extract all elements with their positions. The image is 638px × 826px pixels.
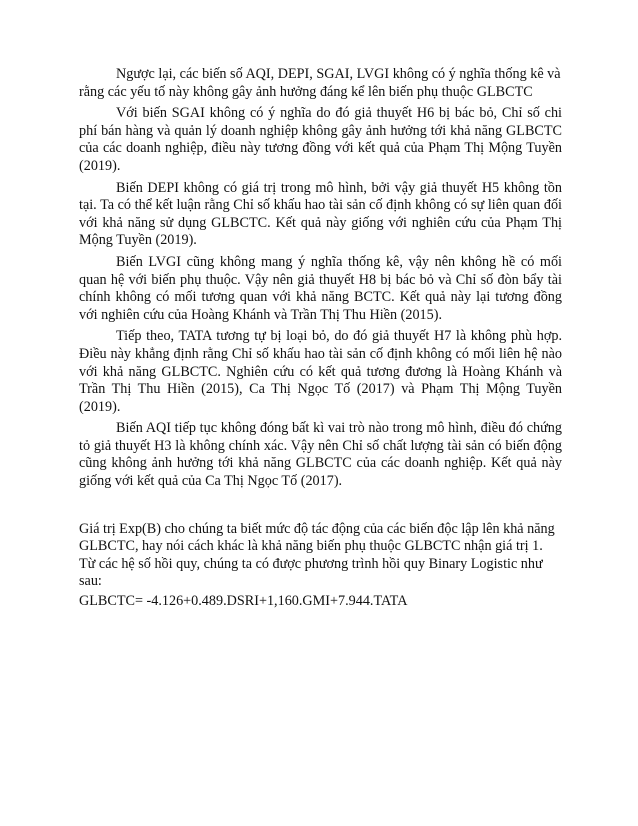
paragraph-lvgi: Biến LVGI cũng không mang ý nghĩa thống kê, vậy nên không hề có mối quan hệ với biến phụ thuộc. Vậy nên giả thuyết H8 bị bác bỏ và Chỉ số đòn bẩy tài chính không có mối tương quan với khả năng BCTC. Kết quả này lại tương đồng với nghiên cứu của Hoàng Khánh và Trần Thị Thu Hiền (2015). bbox=[79, 253, 562, 323]
paragraph-sgai: Với biến SGAI không có ý nghĩa do đó giả thuyết H6 bị bác bỏ, Chỉ số chi phí bán hàng và quản lý doanh nghiệp không gây ảnh hưởng tới khả năng GLBCTC của các doanh nghiệp, điều này tương đồng với kết quả của Phạm Thị Mộng Tuyền (2019). bbox=[79, 105, 562, 174]
paragraph-aqi: Biến AQI tiếp tục không đóng bất kì vai trò nào trong mô hình, điều đó chứng tỏ giả thuyết H3 là không chính xác. Vậy nên Chỉ số chất lượng tài sản có biến động cũng không ảnh hưởng tới khả năng GLBCTC của các doanh nghiệp. Kết quả này giống với kết quả của Ca Thị Ngọc Tố (2017). bbox=[79, 420, 562, 490]
regression-formula: GLBCTC= -4.126+0.489.DSRI+1,160.GMI+7.944.TATA bbox=[79, 593, 408, 610]
section-gap bbox=[79, 495, 562, 521]
paragraph-tata: Tiếp theo, TATA tương tự bị loại bỏ, do đó giả thuyết H7 là không phù hợp. Điều này khẳng định rằng Chỉ số khấu hao tài sản cố định không có mối liên hệ nào với khả năng GLBCTC. Nghiên cứu có kết quả tương đương là Hoàng Khánh và Trần Thị Thu Hiền (2015), Ca Thị Ngọc Tố (2017) và Phạm Thị Mộng Tuyền (2019). bbox=[79, 328, 562, 415]
paragraph-regression-intro: Từ các hệ số hồi quy, chúng ta có được phương trình hồi quy Binary Logistic như sau: bbox=[79, 555, 543, 590]
document-page bbox=[79, 66, 562, 611]
paragraph-depi: Biến DEPI không có giá trị trong mô hình, bởi vậy giả thuyết H5 không tồn tại. Ta có thể kết luận rằng Chỉ số khấu hao tài sản cố định không có sự liên quan đối với khả năng sử dụng GLBCTC. Kết quả này giống với nghiên cứu của Phạm Thị Mộng Tuyền (2019). bbox=[79, 179, 562, 249]
paragraph-expb: Giá trị Exp(B) cho chúng ta biết mức độ tác động của các biến độc lập lên khả năng GLBCTC, hay nói cách khác là khả năng biến phụ thuộc GLBCTC nhận giá trị 1. bbox=[79, 520, 555, 555]
paragraph-nonsignificant-variables: Ngược lại, các biến số AQI, DEPI, SGAI, LVGI không có ý nghĩa thống kê và rằng các yếu tố này không gây ảnh hưởng đáng kể lên biến phụ thuộc GLBCTC bbox=[79, 66, 561, 100]
